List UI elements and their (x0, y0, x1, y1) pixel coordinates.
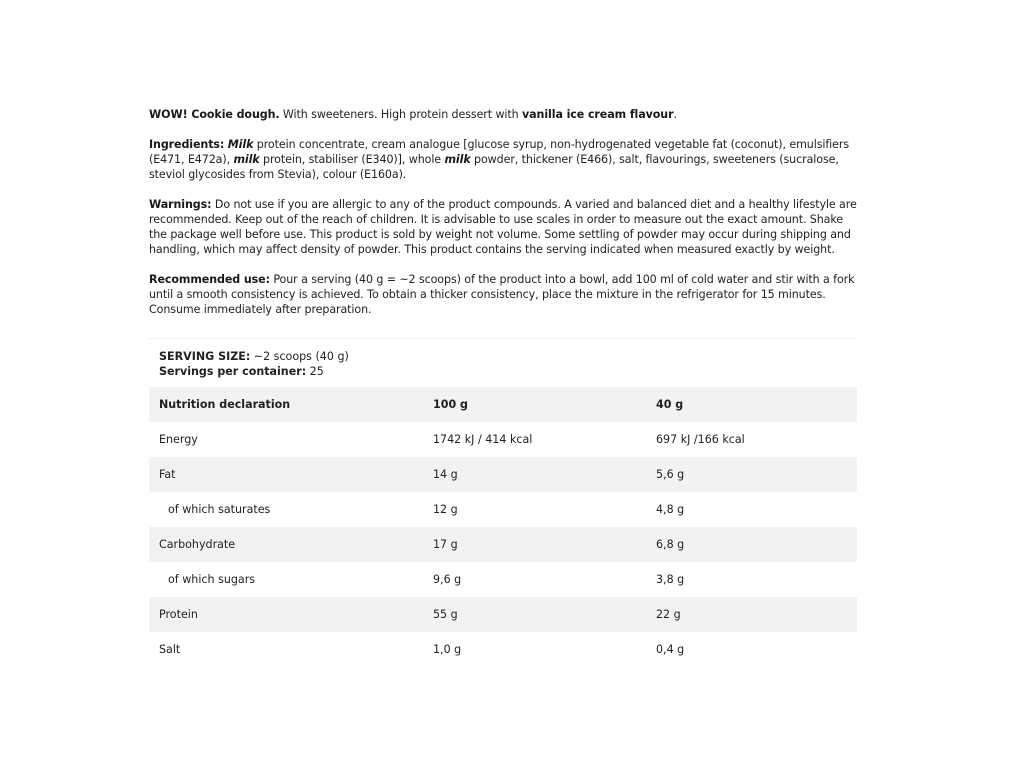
ingredients-text: powder, thickener (E466), salt, flavourings, sweeteners (sucralose, steviol glycosides from Stevia), colour (E160a). (149, 153, 839, 181)
warnings-text: Do not use if you are allergic to any of the product compounds. A varied and balanced diet and a healthy lifestyle are recommended. Keep out of the reach of children. It is advisable to use scales in order to measure out the exact amount. Shake the package well before use. This product is sold by weight not volume. Some settling of powder may occur during shipping and handling, which may affect density of powder. This product contains the serving indicated when measured exactly by weight. (149, 198, 857, 256)
nutrition-table (149, 387, 857, 667)
table-row (149, 422, 857, 457)
table-header-row (149, 387, 857, 422)
nutrient-name: of which sugars (168, 573, 256, 586)
value-per-40g: 22 g (656, 608, 681, 621)
servings-per-container-value: 25 (306, 365, 324, 378)
nutrient-name-cell (149, 492, 423, 527)
nutrient-name: Salt (159, 643, 181, 656)
serving-size-value: ~2 scoops (40 g) (250, 350, 349, 363)
nutrient-name-cell (149, 562, 423, 597)
warnings-paragraph (149, 197, 861, 257)
intro-paragraph (149, 107, 861, 122)
table-row (149, 527, 857, 562)
nutrient-name: Protein (159, 608, 198, 621)
product-description (149, 107, 861, 332)
flavour-name: vanilla ice cream flavour (522, 108, 674, 121)
value-per-40g: 5,6 g (656, 468, 685, 481)
value-per-100g: 1,0 g (433, 643, 462, 656)
value-per-100g: 1742 kJ / 414 kcal (433, 433, 533, 446)
value-per-40g: 697 kJ /166 kcal (656, 433, 745, 446)
recommended-use-text: Pour a serving (40 g = ~2 scoops) of the product into a bowl, add 100 ml of cold water and stir with a fork until a smooth consistency is achieved. To obtain a thicker consistency, place the mixture in the refrigerator for 15 minutes. Consume immediately after preparation. (149, 273, 855, 316)
header-per-100g: 100 g (433, 398, 468, 411)
ingredients-paragraph (149, 137, 861, 182)
table-row (149, 457, 857, 492)
value-per-100g: 9,6 g (433, 573, 462, 586)
value-per-100g: 17 g (433, 538, 458, 551)
nutrient-name: of which saturates (168, 503, 271, 516)
table-row (149, 562, 857, 597)
recommended-use-label: Recommended use: (149, 273, 270, 286)
recommended-use-paragraph (149, 272, 861, 317)
header-nutrition-declaration: Nutrition declaration (159, 398, 291, 411)
table-row (149, 632, 857, 667)
value-per-100g: 55 g (433, 608, 458, 621)
product-name: WOW! Cookie dough. (149, 108, 280, 121)
allergen-milk: Milk (227, 138, 254, 151)
allergen-milk: milk (444, 153, 471, 166)
value-per-40g: 0,4 g (656, 643, 685, 656)
header-per-40g: 40 g (656, 398, 684, 411)
value-per-40g: 4,8 g (656, 503, 685, 516)
value-per-40g: 6,8 g (656, 538, 685, 551)
serving-size (159, 349, 847, 364)
intro-end: . (673, 108, 677, 121)
allergen-milk: milk (233, 153, 260, 166)
nutrition-section (149, 338, 857, 667)
table-row (149, 492, 857, 527)
nutrient-name: Fat (159, 468, 176, 481)
serving-info (149, 339, 857, 387)
table-row (149, 597, 857, 632)
warnings-label: Warnings: (149, 198, 212, 211)
value-per-100g: 12 g (433, 503, 458, 516)
servings-per-container-label: Servings per container: (159, 365, 307, 378)
value-per-100g: 14 g (433, 468, 458, 481)
nutrient-name: Energy (159, 433, 198, 446)
intro-text: With sweeteners. High protein dessert with (279, 108, 523, 121)
ingredients-label: Ingredients: (149, 138, 225, 151)
serving-size-label: SERVING SIZE: (159, 350, 251, 363)
nutrient-name: Carbohydrate (159, 538, 236, 551)
servings-per-container (159, 364, 847, 379)
ingredients-text: protein, stabiliser (E340)], whole (259, 153, 445, 166)
value-per-40g: 3,8 g (656, 573, 685, 586)
ingredients-text: protein concentrate, cream analogue [glucose syrup, non-hydrogenated vegetable fat (coconut), emulsifiers (E471, E472a), (149, 138, 850, 166)
